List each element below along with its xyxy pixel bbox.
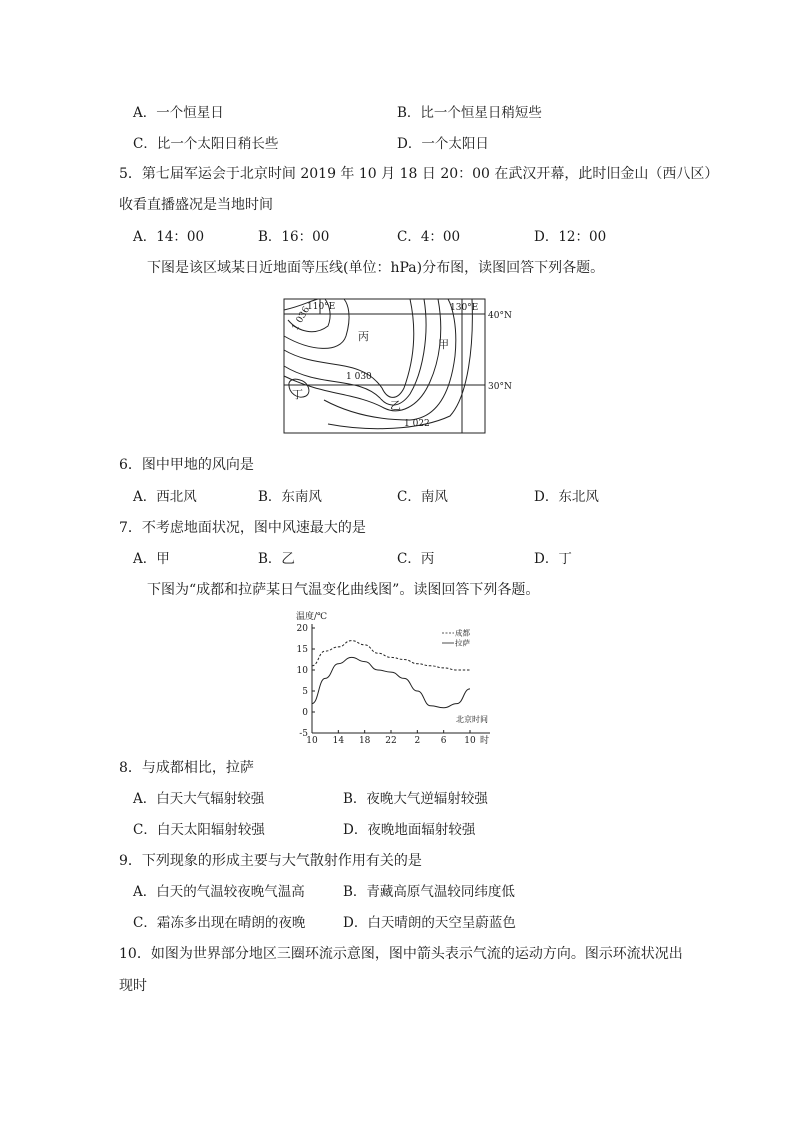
temperature-intro: 下图为“成都和拉萨某日气温变化曲线图”。读图回答下列各题。: [147, 582, 540, 598]
y-axis-label: 温度/℃: [296, 612, 328, 622]
x-axis-label: 北京时间: [456, 715, 488, 724]
q4-option-b: B．比一个恒星日稍短些: [397, 105, 542, 121]
place-label-jia: 甲: [438, 338, 449, 351]
place-label-ding: 丁: [292, 388, 303, 401]
lon-label-110: 110°E: [307, 302, 336, 312]
lat-label-30: 30°N: [488, 382, 512, 392]
y-tick-label: 15: [296, 645, 308, 655]
place-label-yi: 乙: [390, 399, 401, 412]
q6-option-d: D．东北风: [534, 489, 599, 505]
temperature-chart: [290, 608, 510, 752]
q6-option-b: B．东南风: [258, 489, 322, 505]
x-tick-label: 14: [332, 736, 345, 746]
q4-option-c: C．比一个太阳日稍长些: [133, 136, 279, 152]
q7-stem: 7．不考虑地面状况，图中风速最大的是: [119, 520, 366, 536]
q7-option-d: D．丁: [534, 551, 572, 567]
q8-option-c: C．白天太阳辐射较强: [133, 822, 265, 838]
y-tick-label: 0: [302, 708, 308, 718]
q5-option-c: C．4：00: [397, 229, 461, 245]
place-label-bing: 丙: [358, 330, 369, 343]
legend-chengdu: 成都: [455, 628, 470, 638]
isobar-label-1022: 1 022: [404, 419, 430, 429]
x-tick-label: 22: [385, 736, 397, 746]
isobar-intro: 下图是该区域某日近地面等压线(单位：hPa)分布图，读图回答下列各题。: [147, 260, 605, 276]
q4-option-a: A．一个恒星日: [133, 105, 224, 121]
q8-option-b: B．夜晚大气逆辐射较强: [343, 791, 488, 807]
q8-option-d: D．夜晚地面辐射较强: [343, 822, 476, 838]
isobar-label-1036: 1 036: [290, 305, 313, 333]
q5-option-a: A．14：00: [133, 229, 205, 245]
q9-option-d: D．白天晴朗的天空呈蔚蓝色: [343, 915, 516, 931]
q9-stem: 9．下列现象的形成主要与大气散射作用有关的是: [119, 853, 422, 869]
q6-option-c: C．南风: [397, 489, 448, 505]
q5-option-b: B．16：00: [258, 229, 330, 245]
q9-option-b: B．青藏高原气温较同纬度低: [343, 884, 515, 900]
q10-stem-line1: 10．如图为世界部分地区三圈环流示意图，图中箭头表示气流的运动方向。图示环流状况出: [119, 946, 683, 962]
lon-label-130: 130°E: [450, 303, 479, 313]
x-tick-label: 2: [414, 736, 421, 746]
q7-option-a: A．甲: [133, 551, 170, 567]
series-line-chengdu: [312, 641, 470, 670]
x-tick-label: 18: [358, 736, 371, 746]
q9-option-c: C．霜冻多出现在晴朗的夜晚: [133, 915, 306, 931]
q6-option-a: A．西北风: [133, 489, 197, 505]
q9-option-a: A．白天的气温较夜晚气温高: [133, 884, 305, 900]
q7-option-b: B．乙: [258, 551, 295, 567]
y-tick-label: 20: [296, 624, 308, 634]
y-tick-label: -5: [299, 729, 308, 739]
map-frame: [284, 299, 485, 433]
q6-stem: 6．图中甲地的风向是: [119, 457, 254, 473]
q5-stem-line1: 5．第七届军运会于北京时间 2019 年 10 月 18 日 20：00 在武汉开幕，此时旧金山（西八区）: [119, 166, 719, 182]
y-tick-label: 10: [296, 666, 308, 676]
series-line-lhasa: [312, 657, 470, 707]
q8-option-a: A．白天大气辐射较强: [133, 791, 265, 807]
q5-stem-line2: 收看直播盛况是当地时间: [119, 197, 273, 213]
q4-option-d: D．一个太阳日: [397, 136, 489, 152]
isobar-label-1030: 1 030: [346, 372, 372, 382]
y-tick-label: 5: [302, 687, 308, 697]
x-tick-label: 10: [464, 736, 476, 746]
q8-stem: 8．与成都相比，拉萨: [119, 760, 254, 776]
legend-lhasa: 拉萨: [455, 638, 470, 648]
x-tick-label: 10: [306, 736, 318, 746]
q5-option-d: D．12：00: [534, 229, 607, 245]
isobar-map-figure: [280, 296, 520, 438]
q7-option-c: C．丙: [397, 551, 435, 567]
x-axis-unit: 时: [480, 736, 490, 746]
q10-stem-line2: 现时: [119, 978, 147, 994]
x-tick-label: 6: [440, 736, 447, 746]
lat-label-40: 40°N: [488, 311, 512, 321]
